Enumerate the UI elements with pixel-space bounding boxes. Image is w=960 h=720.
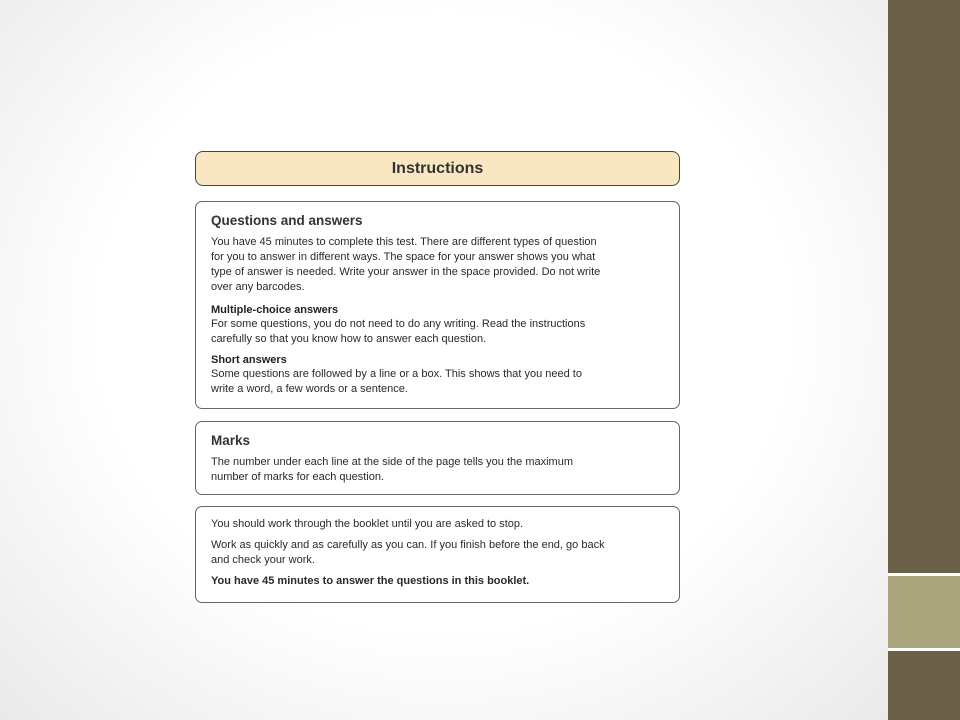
instructions-title: Instructions [195, 151, 680, 186]
marks-line: The number under each line at the side of the page tells you the maximum [211, 456, 573, 468]
multiple-choice-line: For some questions, you do not need to do any writing. Read the instructions [211, 318, 586, 330]
marks-box [195, 421, 680, 495]
side-bar-divider-bottom [888, 648, 960, 651]
slide-side-accent [888, 576, 960, 648]
work-line-time: You have 45 minutes to answer the questions in this booklet. [211, 575, 530, 587]
qa-intro-line: over any barcodes. [211, 281, 305, 293]
short-answers-line: Some questions are followed by a line or a box. This shows that you need to [211, 368, 582, 380]
multiple-choice-heading: Multiple-choice answers [211, 304, 339, 316]
short-answers-line: write a word, a few words or a sentence. [211, 383, 408, 395]
short-answers-heading: Short answers [211, 354, 287, 366]
work-line-speed: and check your work. [211, 554, 315, 566]
questions-and-answers-box [195, 201, 680, 409]
work-instructions-box [195, 506, 680, 603]
multiple-choice-line: carefully so that you know how to answer each question. [211, 333, 487, 345]
work-line-speed: Work as quickly and as carefully as you can. If you finish before the end, go back [211, 539, 605, 551]
marks-line: number of marks for each question. [211, 471, 385, 483]
work-line-stop: You should work through the booklet until you are asked to stop. [211, 518, 524, 530]
qa-intro-line: for you to answer in different ways. The space for your answer shows you what [211, 251, 596, 263]
qa-intro-line: You have 45 minutes to complete this test. There are different types of question [211, 236, 597, 248]
marks-heading: Marks [211, 433, 251, 448]
questions-and-answers-heading: Questions and answers [211, 213, 363, 228]
qa-intro-line: type of answer is needed. Write your answer in the space provided. Do not write [211, 266, 601, 278]
instructions-document [195, 151, 680, 603]
